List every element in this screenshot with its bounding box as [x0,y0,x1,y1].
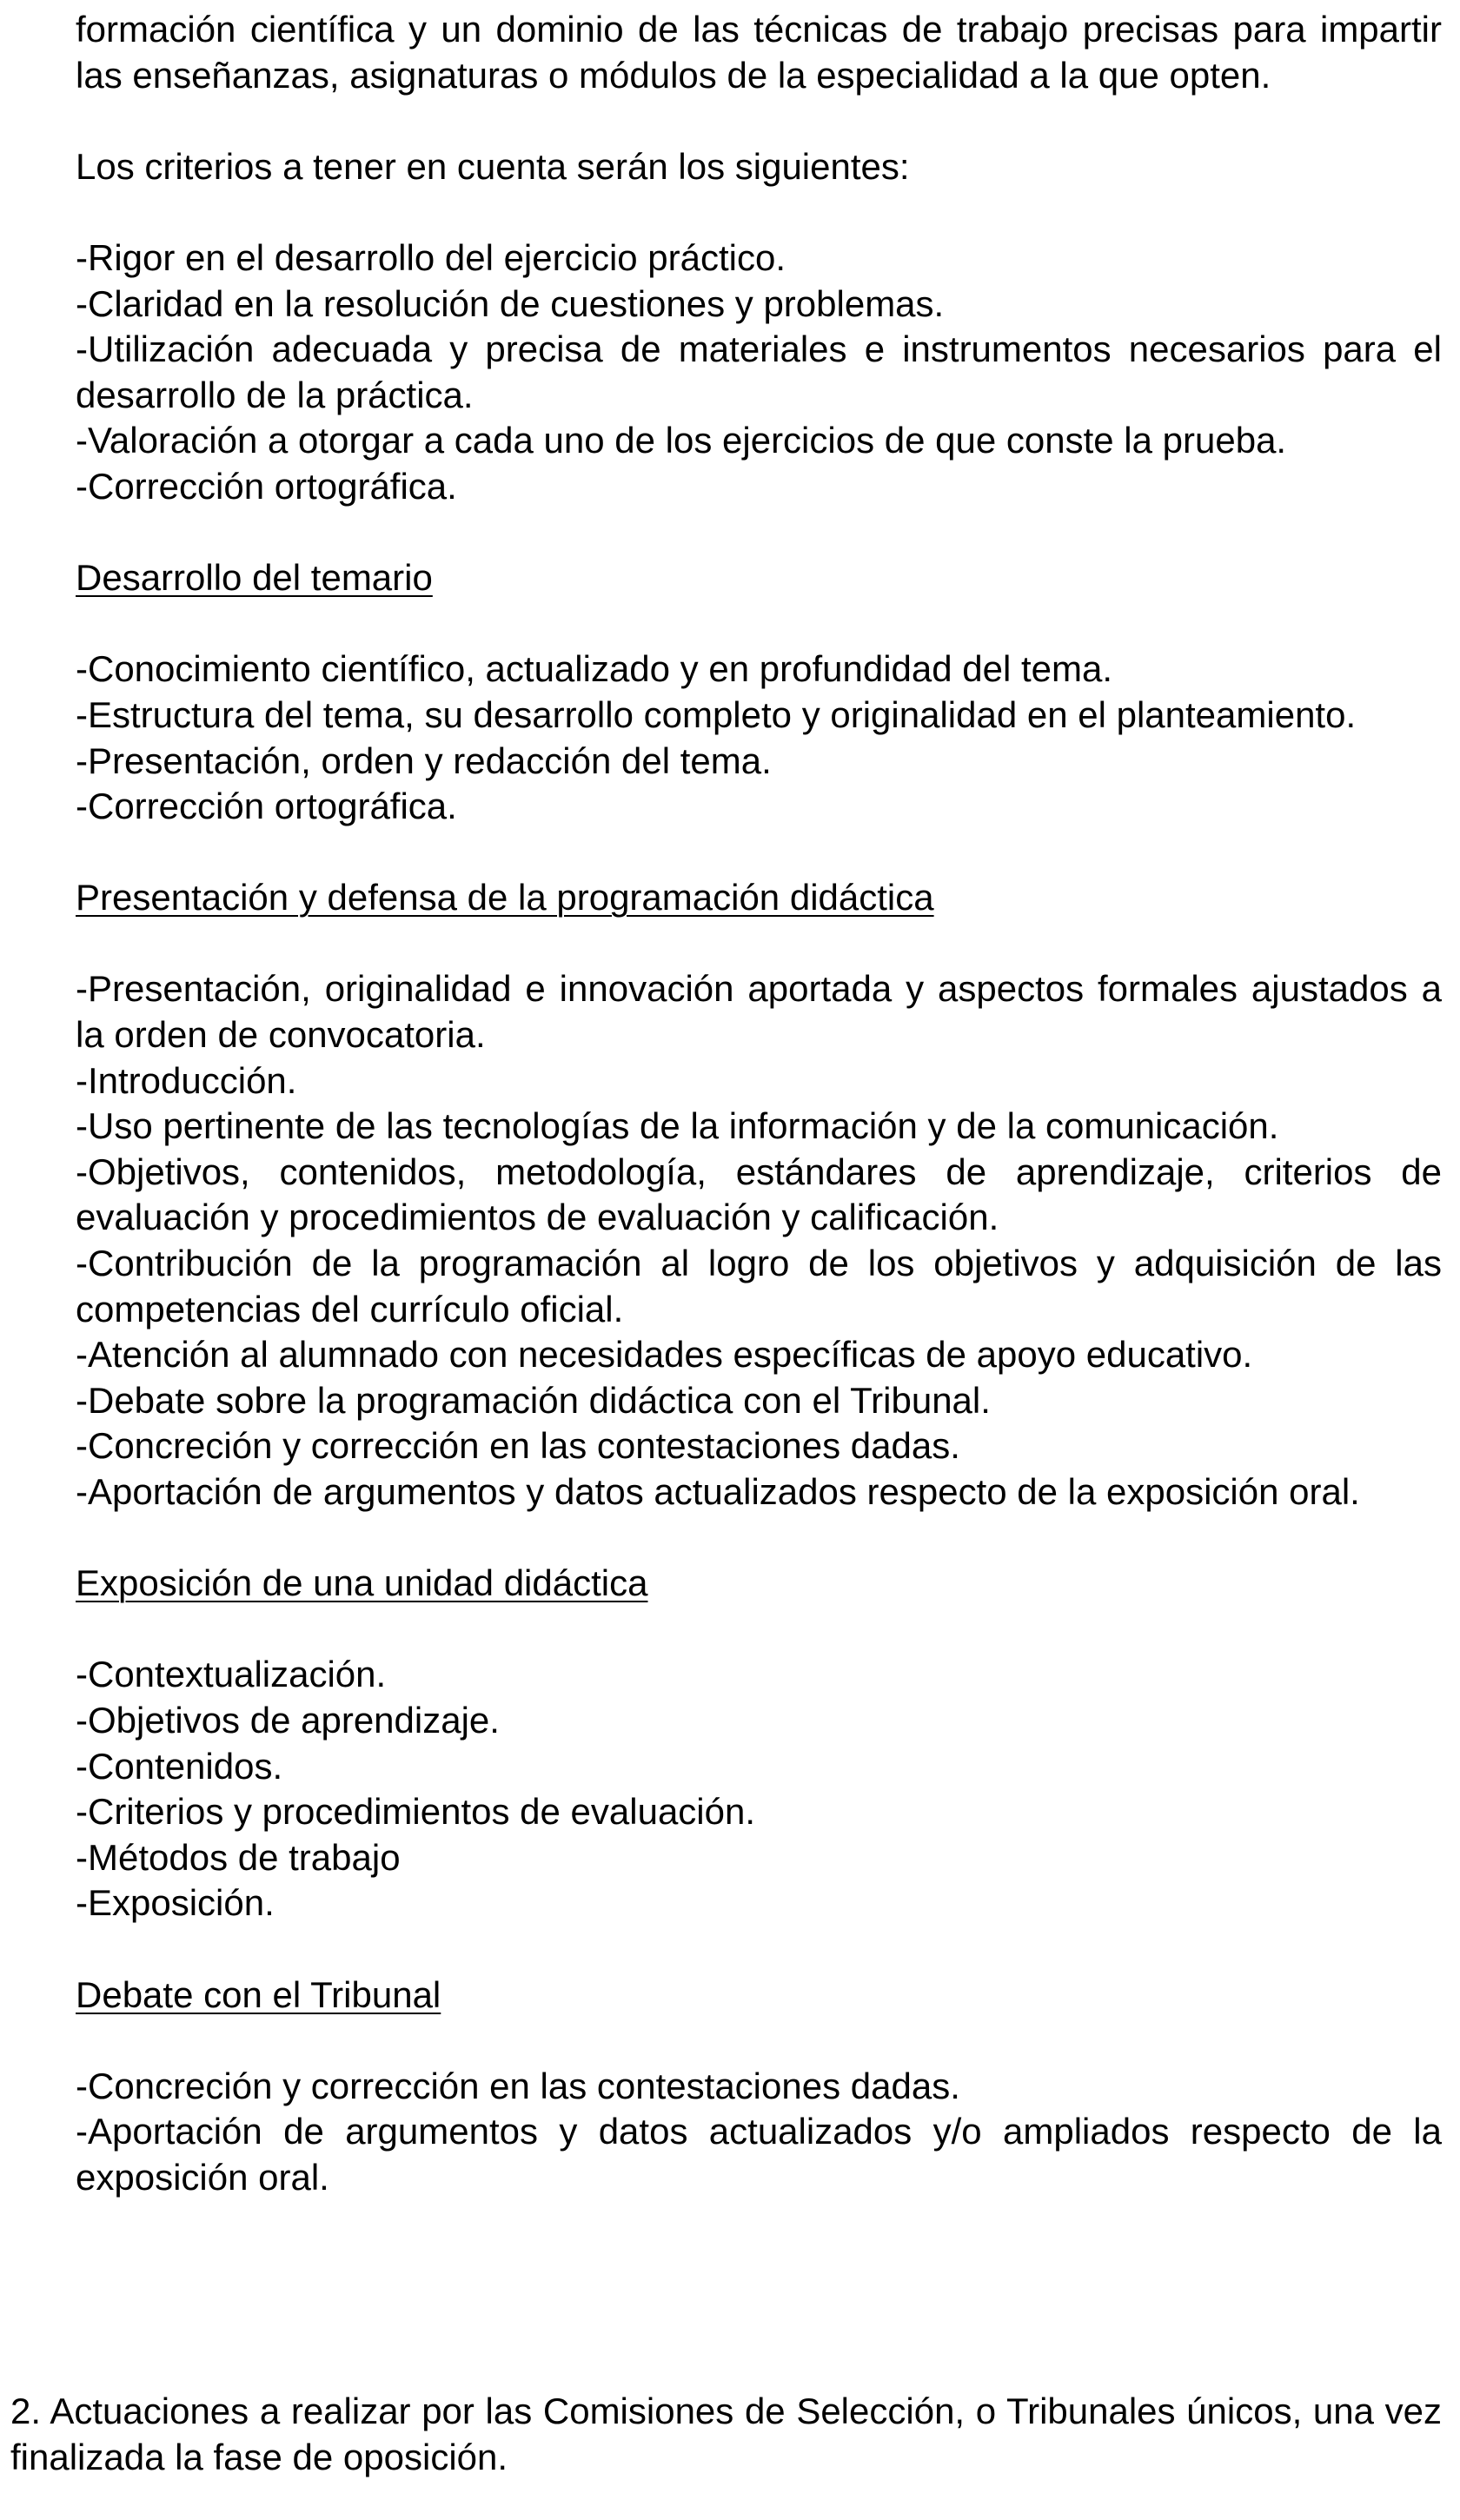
list-item: -Rigor en el desarrollo del ejercicio práctico. [76,236,786,278]
intro-paragraph: formación científica y un dominio de las técnicas de trabajo precisas para impartir las enseñanzas, asignaturas o módulos de la especialidad a la que opten. [76,9,1442,96]
debate-criteria-list [76,2064,1442,2201]
list-item: -Aportación de argumentos y datos actualizados respecto de la exposición oral. [76,1471,1360,1512]
list-item: -Atención al alumnado con necesidades específicas de apoyo educativo. [76,1334,1253,1376]
list-item: -Conocimiento científico, actualizado y en profundidad del tema. [76,648,1113,690]
list-item: -Exposición. [76,1882,275,1924]
list-item: -Contextualización. [76,1654,387,1695]
list-item: -Contenidos. [76,1745,283,1787]
list-item: -Concreción y corrección en las contestaciones dadas. [76,1425,960,1467]
spacer [76,1926,1442,1973]
programacion-criteria-list [76,966,1442,1515]
list-item: -Objetivos de aprendizaje. [76,1699,500,1741]
list-item: -Contribución de la programación al logro de los objetivos y adquisición de las competencias del currículo oficial. [76,1243,1442,1330]
list-item: -Métodos de trabajo [76,1836,401,1878]
practical-criteria-list [76,235,1442,510]
document-body [76,7,1442,2201]
list-item: -Valoración a otorgar a cada uno de los ejercicios de que conste la prueba. [76,420,1287,461]
section-heading-programacion: Presentación y defensa de la programación didáctica [76,877,934,918]
list-item: -Aportación de argumentos y datos actualizados y/o ampliados respecto de la exposición oral. [76,2111,1442,2198]
section-heading-unidad: Exposición de una unidad didáctica [76,1562,648,1604]
criteria-intro: Los criterios a tener en cuenta serán los siguientes: [76,145,910,187]
spacer [76,601,1442,647]
list-item: -Concreción y corrección en las contestaciones dadas. [76,2065,960,2106]
section-heading-temario: Desarrollo del temario [76,557,433,599]
spacer [76,510,1442,556]
list-item: -Utilización adecuada y precisa de materiales e instrumentos necesarios para el desarrollo de la práctica. [76,328,1442,415]
list-item: -Claridad en la resolución de cuestiones y problemas. [76,282,945,324]
unidad-criteria-list [76,1652,1442,1926]
closing-paragraph: 2. Actuaciones a realizar por las Comisiones de Selección, o Tribunales únicos, una vez finalizada la fase de oposición. [10,2391,1442,2477]
spacer [76,1607,1442,1653]
spacer [76,921,1442,967]
section-heading-debate: Debate con el Tribunal [76,1973,441,2015]
list-item: -Estructura del tema, su desarrollo completo y originalidad en el planteamiento. [76,693,1357,735]
list-item: -Presentación, originalidad e innovación aportada y aspectos formales ajustados a la orden de convocatoria. [76,968,1442,1056]
list-item: -Uso pertinente de las tecnologías de la información y de la comunicación. [76,1105,1279,1147]
list-item: -Corrección ortográfica. [76,465,457,507]
temario-criteria-list [76,647,1442,829]
list-item: -Criterios y procedimientos de evaluación. [76,1791,756,1833]
list-item: -Debate sobre la programación didáctica con el Tribunal. [76,1379,991,1421]
list-item: -Objetivos, contenidos, metodología, estándares de aprendizaje, criterios de evaluación y procedimientos de evaluación y calificación. [76,1151,1442,1238]
list-item: -Corrección ortográfica. [76,786,457,827]
list-item: -Introducción. [76,1059,297,1101]
spacer [76,2018,1442,2064]
list-item: -Presentación, orden y redacción del tema. [76,739,772,781]
spacer [76,189,1442,235]
spacer [76,1515,1442,1562]
spacer [76,830,1442,876]
spacer [76,98,1442,144]
